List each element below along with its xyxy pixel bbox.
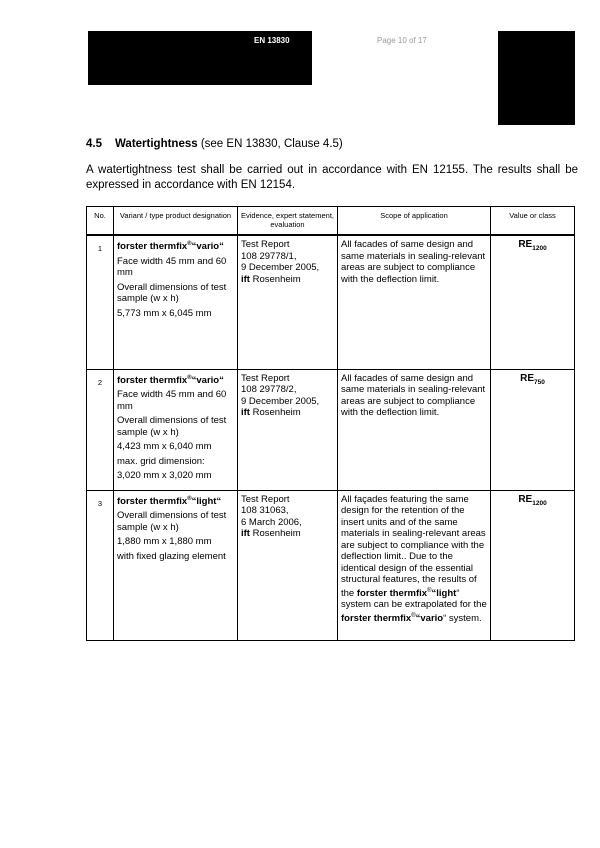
value-cell: $RE_{1200}$ xyxy=(491,235,575,369)
variant-line: Overall dimensions of test sample (w x h) xyxy=(117,281,227,305)
section-title: Watertightness xyxy=(115,138,198,150)
product-name: forster thermfix®“vario“ xyxy=(117,241,224,253)
variant-cell xyxy=(114,490,238,640)
table-header-row xyxy=(87,207,575,236)
results-table xyxy=(86,206,575,641)
section-heading xyxy=(86,138,343,150)
variant-line: 1,880 mm x 1,880 mm xyxy=(117,536,212,548)
variant-line: Overall dimensions of test sample (w x h) xyxy=(117,510,227,533)
variant-cell xyxy=(114,369,238,490)
variant-cell xyxy=(114,235,238,369)
value-cell: $RE_{750}$ xyxy=(491,369,575,490)
variant-line: 4,423 mm x 6,040 mm xyxy=(117,441,212,453)
table-row xyxy=(87,490,575,640)
variant-line: max. grid dimension: xyxy=(117,455,205,467)
evidence-cell: Test Report 108 31063, 6 March 2006, ift Rosenheim xyxy=(238,490,338,640)
scope-cell: All facades of same design and same materials in sealing-relevant areas are subject to compliance with the deflection limit. xyxy=(338,369,491,490)
product-name: forster thermfix®“vario“ xyxy=(117,374,224,386)
header-no: No. xyxy=(87,207,114,236)
evidence-cell: Test Report 108 29778/2, 9 December 2005, ift Rosenheim xyxy=(238,369,338,490)
variant-line: 3,020 mm x 3,020 mm xyxy=(117,470,212,482)
row-number: 2 xyxy=(87,369,114,490)
header-variant: Variant / type product designation xyxy=(114,207,238,236)
scope-cell: All façades featuring the same design for the retention of the insert units and of the same materials in sealing-relevant areas are subject to compliance with the deflection limit.. Due to the identical design of the essential structural features, the results of the forster thermfix®“light“ system can be extrapolated for the forster thermfix®“vario“ system. xyxy=(338,490,491,640)
intro-paragraph: A watertightness test shall be carried out in accordance with EN 12155. The results shall be expressed in accordance with EN 12154. xyxy=(86,164,578,191)
evidence-cell: Test Report 108 29778/1, 9 December 2005, ift Rosenheim xyxy=(238,235,338,369)
redacted-logo-block xyxy=(498,31,575,125)
table-row xyxy=(87,369,575,490)
variant-line: Overall dimensions of test sample (w x h) xyxy=(117,415,227,438)
header-standard-code: EN 13830 xyxy=(254,36,290,45)
header-page-number: Page 10 of 17 xyxy=(377,36,427,45)
row-number: 3 xyxy=(87,490,114,640)
scope-cell: All facades of same design and same materials in sealing-relevant areas are subject to compliance with the deflection limit. xyxy=(338,235,491,369)
variant-line: 5,773 mm x 6,045 mm xyxy=(117,307,212,319)
table-row xyxy=(87,235,575,369)
value-cell: $RE_{1200}$ xyxy=(491,490,575,640)
row-number: 1 xyxy=(87,235,114,369)
header-evidence: Evidence, expert statement, evaluation xyxy=(238,207,338,236)
variant-line: with fixed glazing element xyxy=(117,550,226,562)
variant-line: Face width 45 mm and 60 mm xyxy=(117,389,227,412)
header-value: Value or class xyxy=(491,207,575,236)
section-reference: (see EN 13830, Clause 4.5) xyxy=(197,138,343,150)
product-name: forster thermfix®“light“ xyxy=(117,495,222,507)
section-number: 4.5 xyxy=(86,138,102,150)
variant-line: Face width 45 mm and 60 mm xyxy=(117,255,227,279)
header-scope: Scope of application xyxy=(338,207,491,236)
